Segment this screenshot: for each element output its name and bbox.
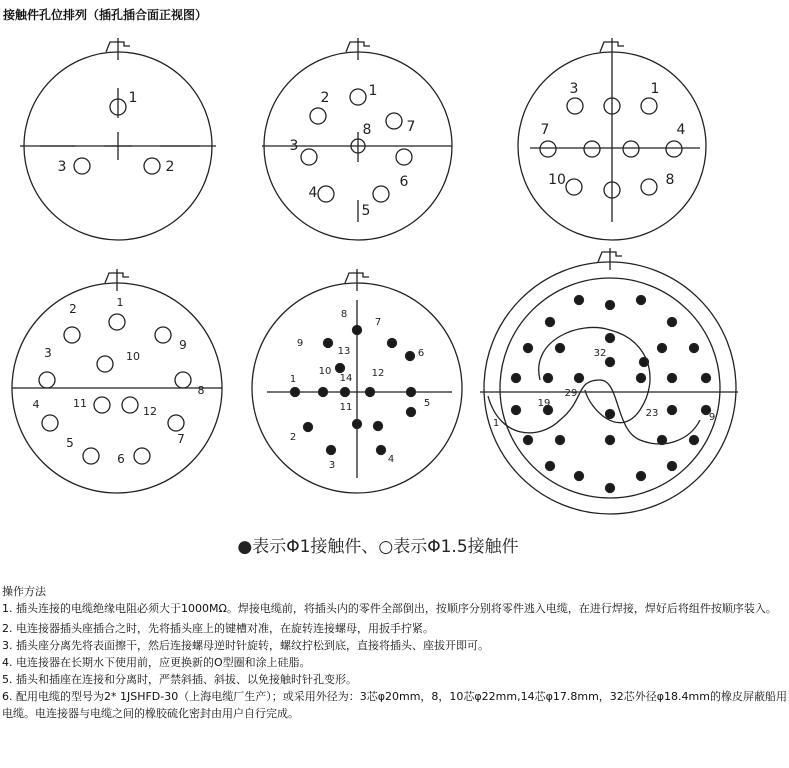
contact-dot (374, 422, 383, 431)
contact-hole (310, 108, 326, 124)
contact-hole (641, 98, 657, 114)
contact-label: 1 (492, 418, 500, 429)
contact-label: 8 (665, 172, 675, 188)
contact-hole (39, 372, 55, 388)
instruction-item-5: 5. 插头和插座在连接和分离时，严禁斜插、斜拔、以免接触时针孔变形。 (2, 673, 357, 686)
contact-dot (575, 296, 584, 305)
instruction-item-4: 4. 电连接器在长期水下使用前，应更换新的O型圈和涂上硅脂。 (2, 656, 311, 669)
contact-dot (353, 326, 362, 335)
contact-dot (637, 296, 646, 305)
diagram-14-core-small (252, 269, 462, 493)
contact-dot (606, 410, 615, 419)
contact-label: 11 (73, 397, 87, 410)
contact-dot (377, 446, 386, 455)
diagram-14-core (12, 269, 222, 493)
contact-hole (301, 149, 317, 165)
inner-ring (500, 278, 720, 498)
contact-dot (407, 408, 416, 417)
contact-hole (42, 415, 58, 431)
contact-dot (291, 388, 300, 397)
contact-label: 12 (143, 405, 157, 418)
contact-dot (556, 436, 565, 445)
contact-label: 7 (177, 432, 185, 446)
contact-label: 3 (44, 346, 52, 360)
contact-label: 9 (296, 338, 304, 349)
contact-label: 3 (289, 138, 299, 154)
contact-hole (566, 179, 582, 195)
contact-dot (690, 344, 699, 353)
contact-dot (546, 462, 555, 471)
contact-hole (144, 158, 160, 174)
contact-label: 6 (399, 174, 409, 190)
contact-dot (668, 318, 677, 327)
contact-dot (304, 423, 313, 432)
contact-label: 2 (69, 302, 77, 316)
contact-label: 8 (340, 309, 348, 320)
contact-label: 1 (368, 83, 378, 99)
contact-dot (327, 446, 336, 455)
contact-hole (567, 98, 583, 114)
contact-label: 2 (320, 90, 330, 106)
contact-hole (641, 179, 657, 195)
winding-path (539, 327, 650, 422)
diagram-32-core (480, 248, 738, 514)
contact-dot (606, 334, 615, 343)
contact-dot (637, 472, 646, 481)
contact-label: 3 (569, 81, 579, 97)
contact-dot (544, 374, 553, 383)
contact-hole (396, 149, 412, 165)
contact-dot (388, 339, 397, 348)
contact-hole (97, 356, 113, 372)
contact-dot (658, 344, 667, 353)
contact-dot (575, 374, 584, 383)
contact-hole (540, 141, 556, 157)
contact-label: 29 (564, 388, 578, 399)
contact-label: 3 (57, 159, 67, 175)
diagram-8-core (262, 38, 452, 240)
contact-dot (353, 420, 362, 429)
contact-hole (74, 158, 90, 174)
contact-hole (168, 415, 184, 431)
contact-dot (524, 436, 533, 445)
contact-label: 4 (32, 398, 40, 411)
contact-hole (122, 397, 138, 413)
contact-dot (575, 472, 584, 481)
contact-label: 5 (66, 436, 74, 450)
contact-dot (702, 374, 711, 383)
contact-label: 6 (417, 348, 425, 359)
contact-label: 11 (339, 402, 353, 413)
contact-label: 7 (406, 119, 416, 135)
contact-label: 2 (289, 432, 297, 443)
contact-hole (386, 113, 402, 129)
contact-dot (606, 358, 615, 367)
contact-dot (556, 344, 565, 353)
instructions-section (2, 583, 788, 722)
contact-label: 10 (126, 350, 140, 363)
contact-dot (606, 436, 615, 445)
contact-dot (606, 484, 615, 493)
contact-label: 3 (328, 460, 336, 471)
contact-label: 6 (117, 452, 125, 466)
contact-dot (324, 339, 333, 348)
contact-label: 10 (548, 172, 566, 188)
contact-layout-diagram (0, 26, 789, 576)
connector-shell (484, 262, 736, 514)
contact-hole (155, 327, 171, 343)
contact-hole (373, 186, 389, 202)
diagram-heading: 接触件孔位排列（插孔插合面正视图） (3, 8, 208, 22)
contact-hole (584, 141, 600, 157)
contact-label: 10 (318, 366, 332, 377)
contact-label: 7 (374, 317, 382, 328)
contact-dot (319, 388, 328, 397)
contact-label: 13 (337, 346, 351, 357)
contact-hole (350, 89, 366, 105)
instruction-item-6: 6. 配用电缆的型号为2* 1JSHFD-30（上海电缆厂生产）；或采用外径为：3芯φ20mm，8，10芯φ22mm,14芯φ17.8mm，32芯外径φ18.4mm的橡皮屏蔽船用电缆。电连接器与电缆之间的橡胶硫化密封由用户自行完成。 (2, 690, 787, 720)
contact-label: 1 (116, 296, 124, 309)
contact-label: 14 (339, 373, 353, 384)
contact-dot (336, 364, 345, 373)
contact-hole (83, 448, 99, 464)
contact-label: 5 (361, 203, 371, 219)
contact-dot (406, 352, 415, 361)
contact-hole (318, 186, 334, 202)
contact-label: 1 (289, 374, 297, 385)
contact-label: 23 (645, 408, 659, 419)
contact-label: 8 (362, 122, 372, 138)
contact-dot (637, 374, 646, 383)
contact-label: 32 (593, 348, 607, 359)
contact-hole (175, 372, 191, 388)
contact-dot (524, 344, 533, 353)
instructions-title: 操作方法 (2, 585, 46, 598)
instruction-item-1: 1. 插头连接的电缆绝缘电阻必须大于1000MΩ。焊接电缆前，将插头内的零件全部倒出，按顺序分别将零件逃入电缆，在进行焊接，焊好后将组件按顺序装入。 (2, 602, 777, 615)
contact-label: 9 (708, 412, 716, 423)
contact-dot (546, 318, 555, 327)
contact-label: 7 (540, 122, 550, 138)
contact-label: 1 (650, 81, 660, 97)
contact-label: 1 (128, 90, 138, 106)
contact-dot (668, 406, 677, 415)
contact-dot (366, 388, 375, 397)
contact-dot (606, 301, 615, 310)
contact-label: 9 (179, 338, 187, 352)
contact-dot (690, 436, 699, 445)
legend-text: ●表示Φ1接触件、○表示Φ1.5接触件 (237, 537, 519, 557)
contact-hole (134, 448, 150, 464)
contact-dot (668, 374, 677, 383)
diagram-10-core (518, 38, 706, 240)
contact-hole (623, 141, 639, 157)
contact-label: 2 (165, 159, 175, 175)
contact-dot (341, 388, 350, 397)
contact-label: 4 (308, 185, 318, 201)
contact-hole (666, 141, 682, 157)
contact-label: 4 (676, 122, 686, 138)
instruction-item-2: 2. 电连接器插头座插合之时，先将插头座上的键槽对准，在旋转连接螺母，用扳手拧紧。 (2, 622, 434, 635)
contact-hole (94, 397, 110, 413)
contact-dot (407, 388, 416, 397)
contact-label: 12 (371, 368, 385, 379)
contact-hole (64, 327, 80, 343)
contact-dot (512, 406, 521, 415)
contact-dot (668, 462, 677, 471)
contact-label: 19 (537, 398, 551, 409)
diagram-3-core (20, 38, 216, 240)
contact-label: 5 (423, 398, 431, 409)
contact-label: 4 (387, 454, 395, 465)
contact-dot (512, 374, 521, 383)
instruction-item-3: 3. 插头座分离先将表面擦干，然后连接螺母逆时针旋转，螺纹拧松到底，直接将插头、座拔开即可。 (2, 639, 489, 652)
contact-hole (109, 314, 125, 330)
contact-label: 8 (197, 384, 205, 397)
